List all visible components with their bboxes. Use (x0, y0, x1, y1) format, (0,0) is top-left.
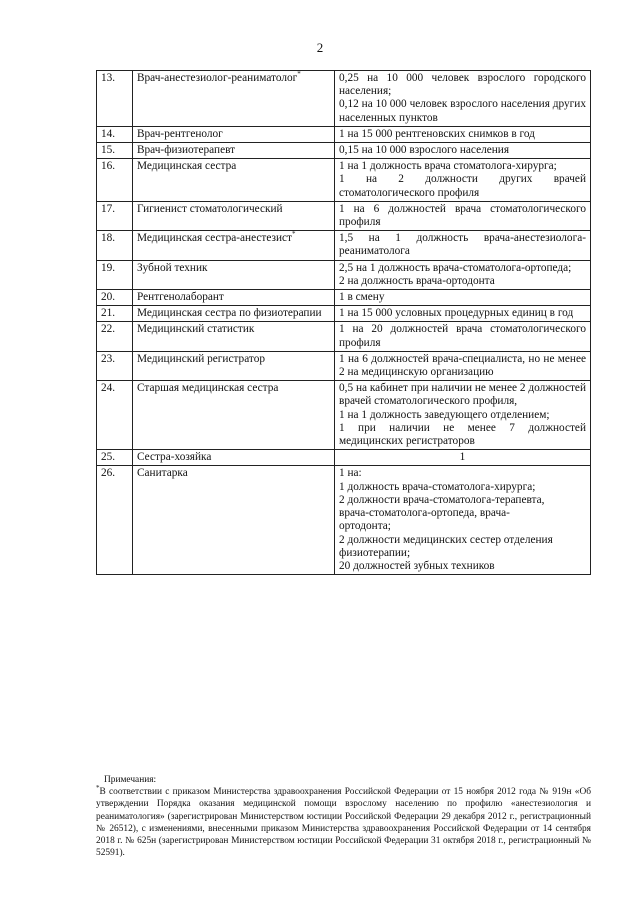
footnote-mark: * (96, 784, 100, 793)
norm-line: 1 при наличии не менее 7 должностей медицинских регистраторов (339, 421, 586, 448)
row-number: 14. (97, 126, 133, 142)
row-number: 16. (97, 159, 133, 202)
page-number: 2 (316, 40, 324, 55)
norm-line: 2,5 на 1 должность врача-стоматолога-ортопеда; (339, 261, 572, 274)
staffing-norm (335, 381, 591, 450)
staffing-table-body (97, 71, 591, 575)
norm-line: 2 должности врача-стоматолога-терапевта, (339, 493, 545, 506)
position-name (133, 450, 335, 466)
table-row (97, 450, 591, 466)
norm-line: 20 должностей зубных техников (339, 559, 495, 572)
table-row (97, 290, 591, 306)
table-row (97, 466, 591, 575)
row-number: 19. (97, 260, 133, 289)
norm-line: 1 (459, 451, 466, 464)
position-label: Гигиенист стоматологический (137, 202, 283, 215)
position-label: Сестра-хозяйка (137, 451, 212, 464)
staffing-table (96, 70, 591, 575)
footnote-mark: * (297, 70, 301, 79)
norm-line: 1 на 15 000 условных процедурных единиц в год (339, 307, 574, 320)
norm-line: 1 на 1 должность заведующего отделением; (339, 408, 550, 421)
position-name (133, 71, 335, 127)
notes-text (96, 786, 591, 859)
norm-line: 0,15 на 10 000 взрослого населения (339, 144, 510, 157)
position-label: Старшая медицинская сестра (137, 382, 279, 395)
position-label: Врач-рентгенолог (137, 127, 223, 140)
norm-line: врача-стоматолога-ортопеда, врача- (339, 507, 510, 520)
position-label: Врач-физиотерапевт (137, 144, 236, 157)
table-row (97, 71, 591, 127)
norm-line: 0,25 на 10 000 человек взрослого городского населения; (339, 72, 586, 98)
position-label: Медицинская сестра-анестезист (137, 232, 292, 245)
norm-line: 1 на: (339, 467, 362, 480)
staffing-norm (335, 260, 591, 289)
norm-line: ортодонта; (339, 520, 391, 533)
notes-section (96, 774, 591, 859)
norm-line: 1,5 на 1 должность врача-анестезиолога-реаниматолога (339, 232, 586, 258)
norm-line: 1 в смену (339, 291, 385, 304)
norm-line: 0,12 на 10 000 человек взрослого населения других населенных пунктов (339, 98, 586, 124)
norm-line: 2 на должность врача-ортодонта (339, 274, 495, 287)
position-label: Медицинская сестра (137, 160, 237, 173)
position-name (133, 290, 335, 306)
position-label: Зубной техник (137, 261, 208, 274)
position-label: Медицинский регистратор (137, 352, 265, 365)
table-row (97, 126, 591, 142)
table-row (97, 260, 591, 289)
norm-line: 2 должности медицинских сестер отделения (339, 533, 553, 546)
staffing-norm (335, 306, 591, 322)
norm-line: 1 на 6 должностей врача стоматологического профиля (339, 202, 586, 229)
table-row (97, 322, 591, 351)
position-label: Медицинский статистик (137, 323, 255, 336)
position-name (133, 143, 335, 159)
staffing-norm (335, 126, 591, 142)
position-name (133, 351, 335, 380)
row-number: 21. (97, 306, 133, 322)
staffing-norm (335, 71, 591, 127)
row-number: 23. (97, 351, 133, 380)
norm-line: 1 на 2 должности других врачей стоматологического профиля (339, 173, 586, 199)
staffing-norm (335, 231, 591, 260)
norm-line: 0,5 на кабинет при наличии не менее 2 должностей врачей стоматологического профиля, (339, 382, 586, 408)
footnote-body: В соответствии с приказом Министерства здравоохранения Российской Федерации от 15 ноября 2012 года № 919н «Об утверждении Порядка оказания медицинской помощи взрослому населению по профилю «анестезиология и реаниматология» (зарегистрирован Министерством юстиции Российской Федерации 29 декабря 2012 г., регистрационный № 26512), с изменениями, внесенными приказом Министерства здравоохранения Российской Федерации от 14 сентября 2018 г. № 625н (зарегистрирован Министерством юстиции Российской Федерации 31 октября 2018 г., регистрационный № 52591). (96, 787, 591, 859)
norm-line: 1 на 20 должностей врача стоматологического профиля (339, 323, 586, 349)
row-number: 15. (97, 143, 133, 159)
position-name (133, 322, 335, 351)
staffing-norm (335, 290, 591, 306)
position-name (133, 126, 335, 142)
norm-line: 1 на 6 должностей врача-специалиста, но не менее 2 на медицинскую организацию (339, 352, 586, 379)
table-row (97, 381, 591, 450)
norm-line: 1 на 1 должность врача стоматолога-хирурга; (339, 160, 557, 173)
staffing-norm (335, 351, 591, 380)
table-row (97, 159, 591, 202)
position-name (133, 466, 335, 575)
position-name (133, 159, 335, 202)
norm-line: 1 на 15 000 рентгеновских снимков в год (339, 127, 535, 140)
row-number: 25. (97, 450, 133, 466)
row-number: 26. (97, 466, 133, 575)
position-label: Медицинская сестра по физиотерапии (137, 307, 322, 320)
row-number: 20. (97, 290, 133, 306)
table-row (97, 201, 591, 230)
position-name (133, 306, 335, 322)
staffing-norm (335, 322, 591, 351)
staffing-norm (335, 450, 591, 466)
position-label: Рентгенолаборант (137, 291, 224, 304)
row-number: 13. (97, 71, 133, 127)
position-name (133, 260, 335, 289)
position-label: Врач-анестезиолог-реаниматолог (137, 72, 298, 84)
staffing-norm (335, 466, 591, 575)
position-name (133, 231, 335, 260)
row-number: 18. (97, 231, 133, 260)
notes-title: Примечания: (104, 775, 157, 785)
norm-line: 1 должность врача-стоматолога-хирурга; (339, 480, 536, 493)
staffing-norm (335, 201, 591, 230)
staffing-norm (335, 143, 591, 159)
position-name (133, 381, 335, 450)
table-row (97, 143, 591, 159)
table-row (97, 351, 591, 380)
position-label: Санитарка (137, 467, 188, 480)
position-name (133, 201, 335, 230)
staffing-norm (335, 159, 591, 202)
row-number: 22. (97, 322, 133, 351)
row-number: 17. (97, 201, 133, 230)
norm-line: физиотерапии; (339, 546, 411, 559)
table-row (97, 231, 591, 260)
footnote-mark: * (291, 230, 296, 239)
table-row (97, 306, 591, 322)
row-number: 24. (97, 381, 133, 450)
